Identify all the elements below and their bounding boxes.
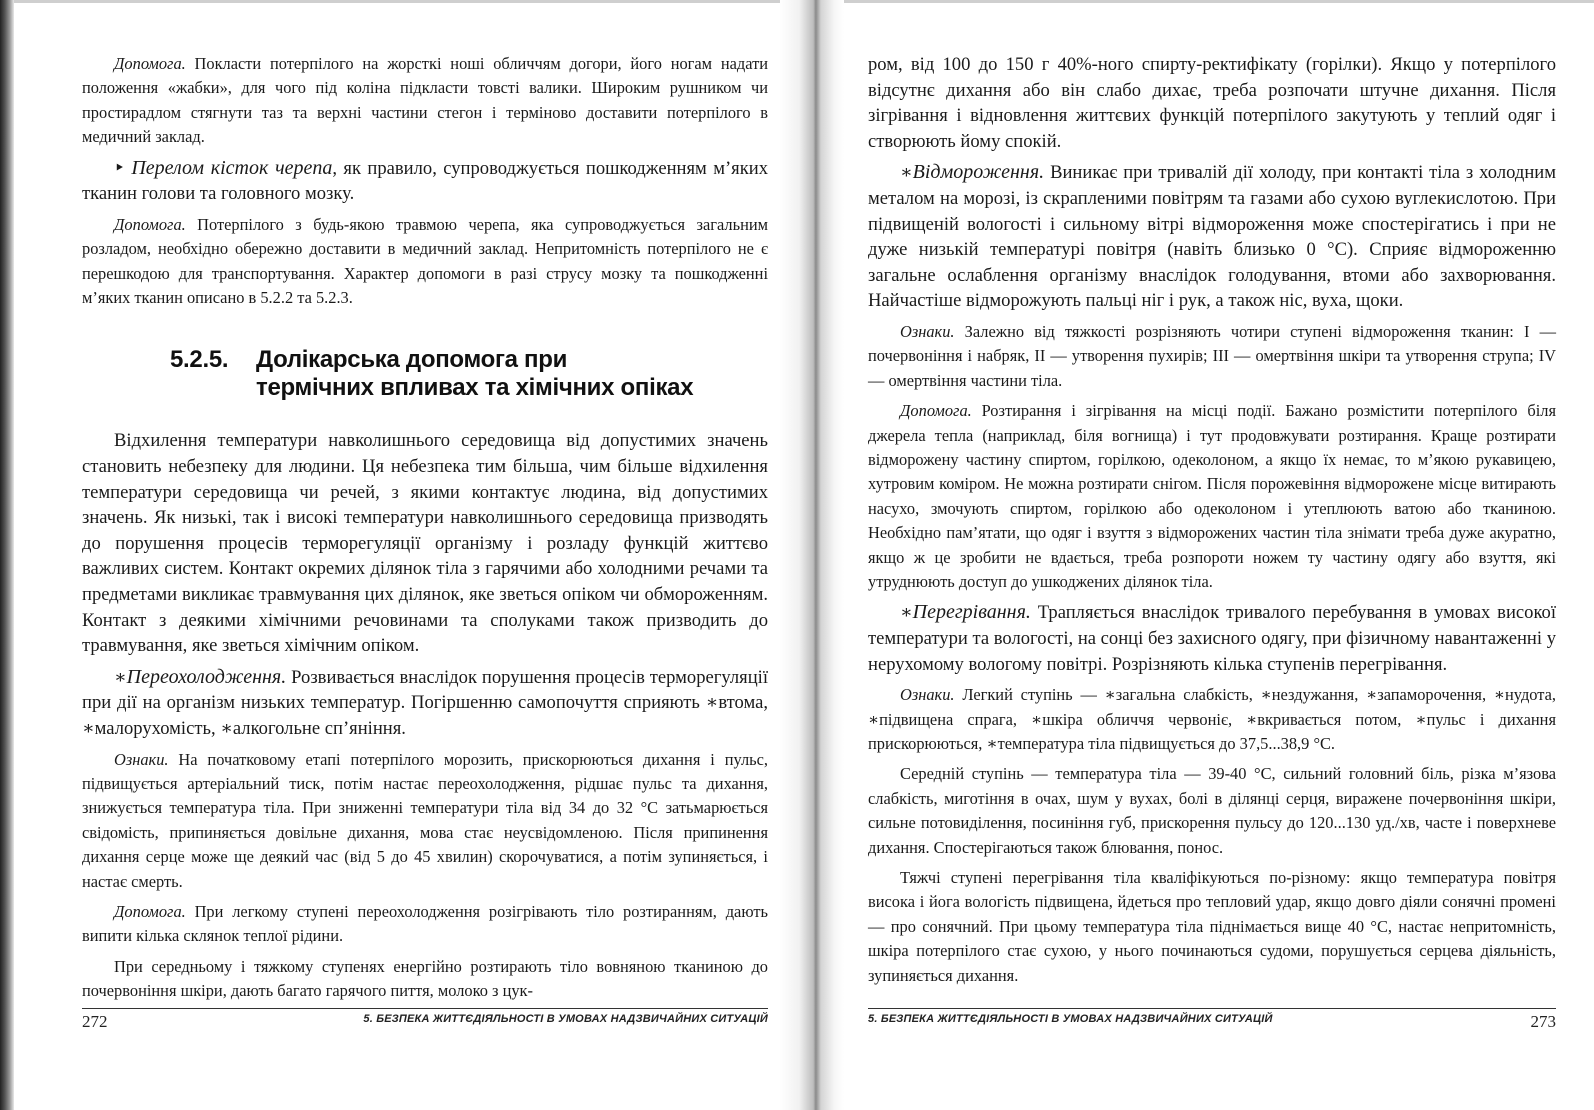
section-title-line-2: термічних впливах та хімічних опіках bbox=[256, 374, 694, 402]
paragraph-label: Допомога. bbox=[114, 54, 186, 73]
paragraph-text: При середньому і тяжкому ступенях енергійно розтирають тіло вовняною тканиною до почервоніння шкіри, дають багато гарячого пиття, молоко з цук- bbox=[82, 956, 768, 1001]
paragraph-label: Допомога. bbox=[114, 902, 186, 921]
page-number: 273 bbox=[1530, 1012, 1556, 1031]
section-title-line-1: Долікарська допомога при bbox=[256, 346, 568, 374]
right-page bbox=[868, 0, 1556, 1110]
paragraph-help-frostbite bbox=[868, 399, 1556, 594]
section-title bbox=[256, 346, 693, 402]
paragraph-term: Перелом кісток черепа bbox=[131, 156, 333, 179]
paragraph-label: Ознаки. bbox=[900, 685, 955, 705]
paragraph-term: Відмороження. bbox=[912, 161, 1045, 184]
page-number: 272 bbox=[82, 1012, 108, 1031]
paragraph-signs-overheating bbox=[868, 683, 1556, 756]
paragraph-text: Потерпілого з будь-якою травмою черепа, яка супроводжується загальним розладом, необхідно обережно доставити в медичний заклад. Непритомність потерпілого не є перешкодою для транспортування. Характер допомоги в разі струсу мозку та пошкодженні м’яких тканин описано в 5.2.2 та 5.2.3. bbox=[82, 214, 768, 308]
paragraph-text: ром, від 100 до 150 г 40%-ного спирту-ректифікату (горілки). Якщо у потерпілого відсутнє дихання або він слабо дихає, треба розпочати штучне дихання. Після зігрівання і відновлення життєвих функцій потерпілого закутують у теплий одяг і створюють йому спокій. bbox=[868, 54, 1556, 152]
paragraph-text: Розвивається внаслідок порушення процесів терморегуляції при дії на організм низьких температур. Погіршенню самопочуття сприяють ∗втома, ∗малорухомість, ∗алкогольне сп’яніння. bbox=[82, 666, 768, 739]
paragraph-overheating bbox=[868, 600, 1556, 677]
paragraph-label: Допомога. bbox=[114, 214, 186, 234]
paragraph-help-hypothermia bbox=[82, 900, 768, 949]
running-title: 5. БЕЗПЕКА ЖИТТЄДІЯЛЬНОСТІ В УМОВАХ НАДЗВИЧАЙНИХ СИТУАЦІЙ bbox=[363, 1013, 768, 1025]
paragraph-hypothermia bbox=[82, 665, 768, 742]
right-page-footer bbox=[868, 1008, 1556, 1030]
running-title: 5. БЕЗПЕКА ЖИТТЄДІЯЛЬНОСТІ В УМОВАХ НАДЗВИЧАЙНИХ СИТУАЦІЙ bbox=[868, 1013, 1273, 1025]
paragraph-intro bbox=[82, 428, 768, 658]
left-page-footer bbox=[82, 1008, 768, 1030]
paragraph-text: Розтирання і зігрівання на місці події. Бажано розмістити потерпілого біля джерела тепла (наприклад, біля вогнища) і тут продовжувати розтирання. Краще розтирати відморожену частину спиртом, горілкою, одеколоном, а якщо їх немає, то м’якою рукавицею, хутровим коміром. Не можна розтирати снігом. Після порожевіння відморожене місце витирають насухо, змочують спиртом, горілкою або одеколоном і утеплюють ватою або тканиною. Необхідно пам’ятати, що одяг і взуття з відморожених частин тіла знімати треба дуже акуратно, якщо ж це зробити не вдається, треба розпороти ножем ту частину одягу або взуття, які утруднюють доступ до ушкоджених ділянок тіла. bbox=[868, 401, 1556, 591]
paragraph-skull-fracture bbox=[82, 156, 768, 207]
asterisk-marker-icon: ∗ bbox=[114, 666, 127, 688]
book-gutter bbox=[780, 0, 844, 1110]
paragraph-medium-degree bbox=[868, 762, 1556, 860]
paragraph-text: Залежно від тяжкості розрізняють чотири ступені відмороження тканин: I — почервоніння і набряк, II — утворення пухирів; III — омертвіння шкіри та утворення струпа; IV — омертвіння частини тіла. bbox=[868, 321, 1556, 390]
section-heading bbox=[170, 346, 768, 402]
paragraph-text: Тяжчі ступені перегрівання тіла кваліфікуються по-різному: якщо температура повітря висока і йога вологість підвищена, йдеться про тепловий удар, якщо довго діяли сонячні промені — про сонячний. При цьому температура тіла піднімається вище 40 °С, настає непритомність, шкіра потерпілого стає сухою, у нього починаються судоми, порушується серцева діяльність, зупиняється дихання. bbox=[868, 868, 1556, 985]
paragraph-signs-frostbite bbox=[868, 320, 1556, 393]
paragraph-continuation bbox=[868, 52, 1556, 154]
paragraph-help-pelvis bbox=[82, 52, 768, 150]
paragraph-text: , як правило, супроводжується пошкодженням м’яких тканин голови та головного мозку. bbox=[82, 157, 768, 205]
paragraph-severe-hypothermia bbox=[82, 955, 768, 1004]
triangle-marker-icon: ‣ bbox=[114, 157, 125, 179]
right-page-body bbox=[868, 52, 1556, 994]
paragraph-signs-hypothermia bbox=[82, 748, 768, 894]
left-page bbox=[82, 0, 768, 1110]
paragraph-label: Ознаки. bbox=[114, 749, 169, 769]
paragraph-label: Допомога. bbox=[900, 401, 972, 421]
paragraph-severe-degree bbox=[868, 866, 1556, 988]
paragraph-text: На початковому етапі потерпілого морозить, прискорюються дихання і пульс, підвищується артеріальний тиск, потім настає переохолодження, рідшає пульс та дихання, знижується температура тіла. При зниженні температури тіла від 34 до 32 °С затьмарюється свідомість, припиняється довільне дихання, мова стає неусвідомленою. Після припинення дихання серце може ще деякий час (від 5 до 45 хвилин) скорочуватися, а потім зупиняється, і настає смерть. bbox=[82, 749, 768, 891]
paragraph-help-skull bbox=[82, 213, 768, 311]
asterisk-marker-icon: ∗ bbox=[900, 602, 913, 624]
paragraph-text: Трапляється внаслідок тривалого перебування в умовах високої температури та вологості, на сонці без захисного одягу, при фізичному навантаженні у нерухомому вологому повітрі. Розрізняють кілька ступенів перегрівання. bbox=[868, 602, 1556, 675]
paragraph-text: Виникає при тривалій дії холоду, при контакті тіла з холодним металом на морозі, із скрапленими повітрям та газами або сухою вуглекислотою. При підвищеній вологості і сильному вітрі відмороження може спостерігатись і при не дуже низькій температурі повітря (навіть близько 0 °С). Сприяє відмороженню загальне ослаблення організму внаслідок голодування, втоми або захворювання. Найчастіше відморожують пальці ніг і рук, а також ніс, вуха, щоки. bbox=[868, 162, 1556, 312]
asterisk-marker-icon: ∗ bbox=[900, 162, 913, 184]
paragraph-text: Легкий ступінь — ∗загальна слабкість, ∗нездужання, ∗запаморочення, ∗нудота, ∗підвищена спрага, ∗шкіра обличчя червоніє, ∗вкривається потом, ∗пульс і дихання прискорюються, ∗температура тіла підвищується до 37,5...38,9 °С. bbox=[868, 685, 1556, 753]
paragraph-frostbite bbox=[868, 160, 1556, 314]
paragraph-text: Покласти потерпілого на жорсткі ноші обличчям догори, його ногам надати положення «жабки», для чого під коліна підкласти товсті валики. Широким рушником чи простирадлом стягнути таз та верхні частини стегон і терміново доставити потерпілого в медичний заклад. bbox=[82, 54, 768, 147]
paragraph-text: При легкому ступені переохолодження розігрівають тіло розтиранням, дають випити кілька склянок теплої рідини. bbox=[82, 902, 768, 946]
section-number: 5.2.5. bbox=[170, 346, 229, 374]
left-page-body bbox=[82, 52, 768, 1010]
scan-left-edge bbox=[0, 0, 14, 1110]
paragraph-text: Відхилення температури навколишнього середовища від допустимих значень становить небезпеку для людини. Ця небезпека тим більша, чим більше відхилення температури середовища чи речей, з якими контактує людина, від допустимих значень. Як низькі, так і високі температури навколишнього середовища призводять до порушення процесів терморегуляції організму і розладу функцій життєво важливих систем. Контакт окремих ділянок тіла з гарячими або холодними речами та предметами викликає травмування цих ділянок, яке зветься опіком чи обмороженням. Контакт з деякими хімічними речовинами та сполуками також призводить до травмування, яке зветься хімічним опіком. bbox=[82, 430, 768, 657]
paragraph-text: Середній ступінь — температура тіла — 39-40 °С, сильний головний біль, різка м’язова слабкість, миготіння в очах, шум у вухах, болі в ділянці серця, виражене почервоніння шкіри, сильне потовиділення, посиніння губ, прискорення пульсу до 120...130 уд./хв, часте і поверхневе дихання. Спостерігаються також блювання, понос. bbox=[868, 764, 1556, 857]
paragraph-label: Ознаки. bbox=[900, 321, 955, 341]
paragraph-term: Перегрівання. bbox=[912, 601, 1031, 624]
paragraph-term: Переохолодження. bbox=[126, 665, 287, 688]
